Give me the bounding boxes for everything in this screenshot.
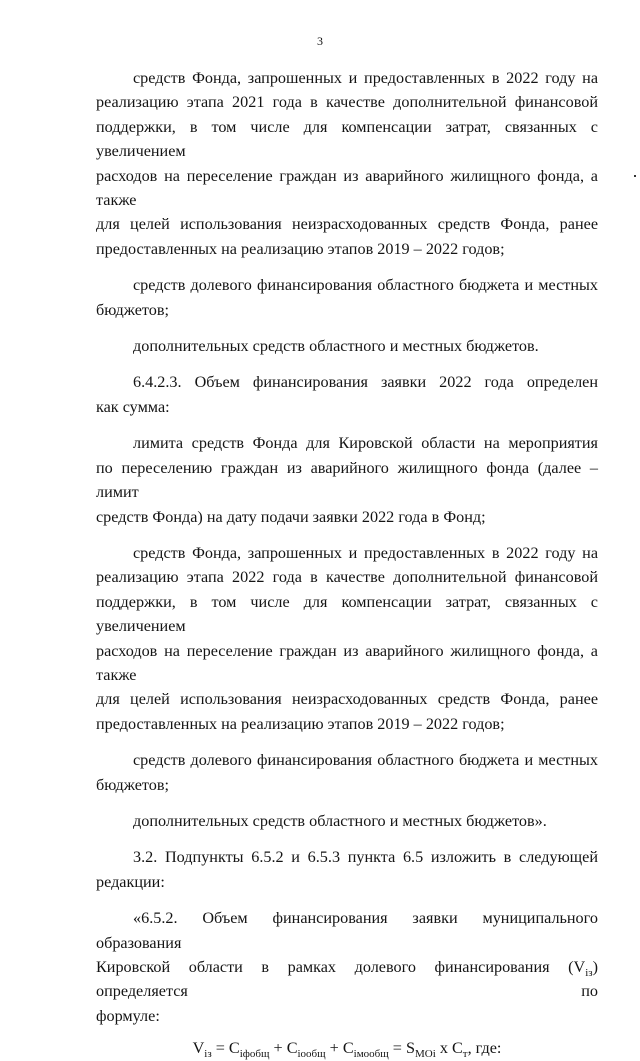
text-line: средств долевого финансирования областного бюджета и местных (133, 751, 598, 770)
formula-part: + C (325, 1039, 354, 1058)
text-line: бюджетов; (96, 775, 169, 794)
text-line: по переселению граждан из аварийного жилищного фонда (далее – лимит (96, 458, 598, 502)
formula-part: , где: (467, 1039, 502, 1058)
text-line: средств Фонда, запрошенных и предоставленных в 2022 году на (133, 543, 598, 562)
text-line: «6.5.2. Объем финансирования заявки муниципального образования (96, 909, 598, 952)
subscript: iз (585, 967, 593, 980)
text-line: поддержки, в том числе для компенсации затрат, связанных с увеличением (96, 592, 598, 636)
subscript: iз (204, 1048, 212, 1061)
paragraph (96, 906, 598, 1028)
text-line: поддержки, в том числе для компенсации затрат, связанных с увеличением (96, 117, 598, 161)
formula-part: = S (388, 1039, 415, 1058)
paragraph (96, 334, 598, 358)
text-line: предоставленных на реализацию этапов 2019 – 2022 годов; (96, 714, 505, 733)
text-line: средств Фонда, запрошенных и предоставленных в 2022 году на (133, 69, 598, 87)
scan-mark (634, 175, 636, 177)
text-line: расходов на переселение граждан из аварийного жилищного фонда, а также (96, 641, 598, 684)
text-fragment: Кировской области в рамках долевого финансирования (V (96, 958, 586, 976)
text-line: средств долевого финансирования областного бюджета и местных (133, 276, 598, 295)
paragraph (96, 431, 598, 529)
text-line: расходов на переселение граждан из аварийного жилищного фонда, а также (96, 166, 598, 210)
subscript: т (462, 1048, 468, 1061)
subscript: iмообщ (353, 1048, 389, 1061)
text-line: дополнительных средств областного и местных бюджетов. (133, 337, 539, 356)
paragraph (96, 273, 598, 322)
text-line: реализацию этапа 2021 года в качестве дополнительной финансовой (96, 93, 598, 112)
text-line: реализацию этапа 2022 года в качестве дополнительной финансовой (96, 568, 598, 587)
formula-part: x C (435, 1039, 463, 1058)
formula-part: V (192, 1039, 205, 1058)
paragraph (96, 748, 598, 797)
text-line: бюджетов; (96, 300, 169, 319)
text-line: средств Фонда) на дату подачи заявки 2022 года в Фонд; (96, 507, 486, 526)
subscript: iфобщ (239, 1048, 270, 1061)
text-line: дополнительных средств областного и местных бюджетов». (133, 811, 547, 830)
paragraph (96, 66, 598, 261)
formula-part: + C (269, 1039, 298, 1058)
formula (96, 1036, 598, 1060)
document-body (96, 66, 598, 1061)
paragraph (96, 809, 598, 833)
subscript: iообщ (297, 1048, 326, 1061)
text-line: формуле: (96, 1006, 160, 1025)
page-number: 3 (317, 34, 323, 48)
text-line: лимита средств Фонда для Кировской области на мероприятия (133, 434, 598, 453)
text-line: как сумма: (96, 397, 170, 416)
paragraph (96, 541, 598, 736)
text-line (96, 955, 598, 1004)
text-line: 6.4.2.3. Объем финансирования заявки 2022 года определен (133, 373, 598, 392)
text-line: редакции: (96, 872, 165, 891)
text-line: предоставленных на реализацию этапов 2019 – 2022 годов; (96, 239, 505, 258)
subscript: MOi (414, 1048, 436, 1061)
text-line: 3.2. Подпункты 6.5.2 и 6.5.3 пункта 6.5 изложить в следующей (133, 848, 598, 867)
text-fragment: ) определяется по (96, 958, 598, 1001)
paragraph (96, 845, 598, 894)
paragraph (96, 370, 598, 419)
text-line: для целей использования неизрасходованных средств Фонда, ранее (96, 690, 598, 709)
text-line: для целей использования неизрасходованных средств Фонда, ранее (96, 215, 598, 234)
formula-part: = C (211, 1039, 240, 1058)
